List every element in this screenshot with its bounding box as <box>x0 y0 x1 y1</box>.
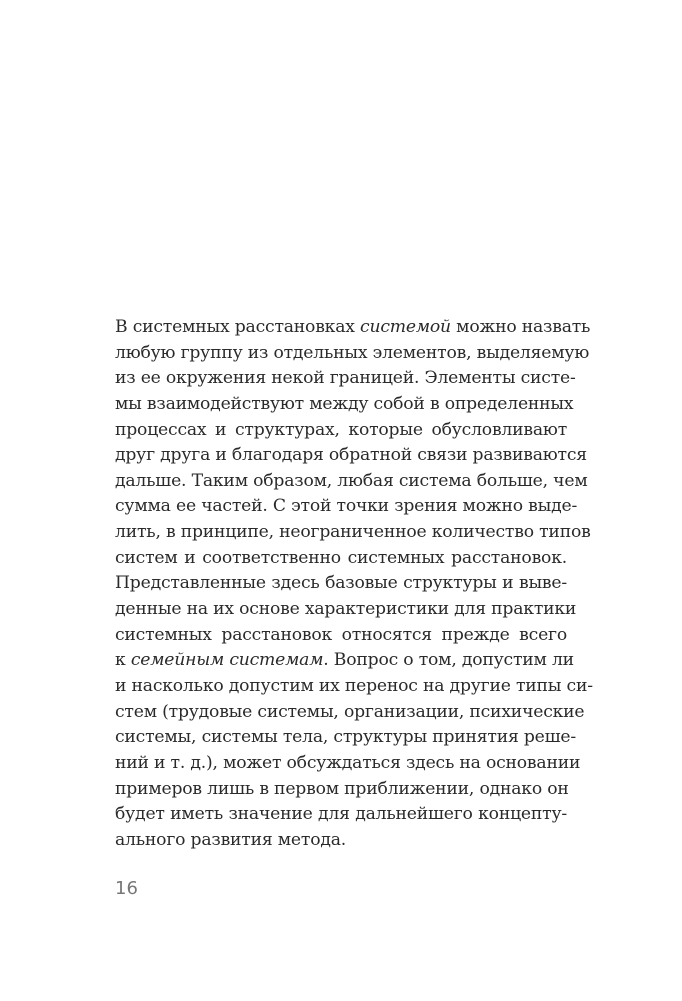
text-line <box>115 648 574 674</box>
text-run: к <box>115 650 131 671</box>
body-paragraph <box>115 315 593 853</box>
text-run: процессах и структурах, которые обусловливают <box>115 419 567 440</box>
text-line <box>115 546 567 572</box>
text-line <box>115 674 593 700</box>
text-line <box>115 520 591 546</box>
text-run: стем (трудовые системы, организации, психические <box>115 701 585 722</box>
text-line <box>115 623 567 649</box>
text-line <box>115 469 588 495</box>
text-run: из ее окружения некой границей. Элементы систе- <box>115 368 576 389</box>
text-run: сумма ее частей. С этой точки зрения можно выде- <box>115 496 578 517</box>
text-line <box>115 828 567 854</box>
text-line <box>115 418 567 444</box>
text-run: и насколько допустим их перенос на другие типы си- <box>115 675 593 696</box>
text-run: лить, в принципе, неограниченное количество типов <box>115 522 591 543</box>
text-run: можно назвать <box>450 317 591 337</box>
text-run: системы, системы тела, структуры принятия реше- <box>115 727 577 748</box>
italic-term: системой <box>360 317 451 337</box>
text-run: мы взаимодействуют между собой в определенных <box>115 393 574 414</box>
text-line <box>115 494 578 520</box>
text-line <box>115 443 587 469</box>
text-run: В системных расстановках <box>115 317 361 337</box>
text-run: любую группу из отдельных элементов, выделяемую <box>115 342 590 363</box>
text-line <box>115 315 591 341</box>
text-line <box>115 751 581 777</box>
text-run: системных расстановок относятся прежде всего <box>115 624 567 645</box>
italic-term: семейным системам <box>130 650 324 671</box>
text-run: . Вопрос о том, допустим ли <box>323 650 574 671</box>
text-run: дальше. Таким образом, любая система больше, чем <box>115 470 588 491</box>
text-run: систем и соответственно системных расстановок. <box>115 547 567 568</box>
text-line <box>115 571 567 597</box>
text-line <box>115 366 576 392</box>
text-run: будет иметь значение для дальнейшего концепту- <box>115 804 567 825</box>
text-line <box>115 725 577 751</box>
text-line <box>115 802 567 828</box>
text-run: друг друга и благодаря обратной связи развиваются <box>115 445 587 466</box>
text-line <box>115 341 590 367</box>
text-run: ального развития метода. <box>115 829 347 850</box>
text-line <box>115 597 577 623</box>
text-line <box>115 700 585 726</box>
page-number: 16 <box>115 878 138 899</box>
text-line <box>115 392 574 418</box>
text-run: примеров лишь в первом приближении, однако он <box>115 778 569 799</box>
text-run: ний и т. д.), может обсуждаться здесь на основании <box>115 752 581 773</box>
text-run: денные на их основе характеристики для практики <box>115 599 577 620</box>
text-run: Представленные здесь базовые структуры и выве- <box>115 573 567 594</box>
text-line <box>115 777 567 803</box>
